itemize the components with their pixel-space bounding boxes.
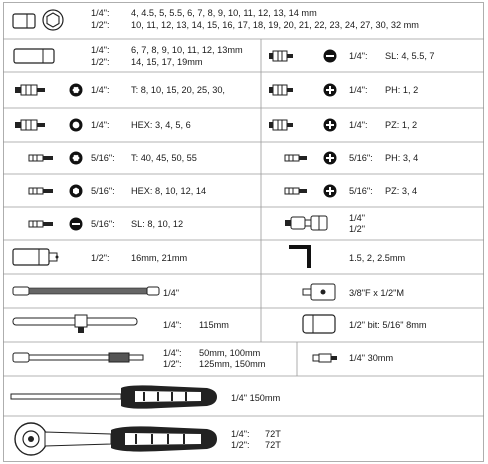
drive-label: 1/2": [91,20,110,30]
slotted-icon [323,49,337,63]
size-list: 72T [265,440,281,450]
drive-label: 1/4": [91,8,110,18]
torx-icon [69,151,83,165]
row5-right [349,153,418,164]
slotted-icon [69,217,83,231]
bit-socket-icon [269,82,309,98]
row2-line2 [91,57,203,68]
drive-label: 1/4": [91,45,110,55]
bit-icon [285,151,321,165]
deep-socket-icon [13,46,57,66]
bit-socket-icon [269,117,309,133]
bit-adapter-icon [313,352,343,364]
universal-joint-icon [285,212,333,234]
drive-label: 1/4": [91,85,110,95]
row11-line2 [163,359,265,370]
bit-holder-socket-icon [301,313,341,335]
size-list: PZ: 1, 2 [385,120,418,130]
row11-right [349,353,393,364]
size-list: PZ: 3, 4 [385,186,418,196]
drive-label: 1/4": [163,320,182,330]
drive-label: 1/4": [349,51,368,61]
pozidriv-icon [323,118,337,132]
row7-right-line1 [349,213,365,224]
drive-label: 5/16": [349,186,373,196]
drive-label: 5/16": [349,153,373,163]
size-list: T: 40, 45, 50, 55 [131,153,197,163]
row6-right [349,186,417,197]
row7-right-line2 [349,224,365,235]
socket-side-icon [11,10,37,32]
toolset-spec-sheet [3,2,484,462]
size-list: 1/4" [163,288,180,298]
size-list: 1/2" bit: 5/16" 8mm [349,320,427,330]
size-list: 115mm [199,320,229,330]
drive-label: 5/16": [91,219,115,229]
size-list: 3/8"F x 1/2"M [349,288,405,298]
size-list: HEX: 3, 4, 5, 6 [131,120,191,130]
size-list: 1.5, 2, 2.5mm [349,253,406,263]
row4-left [91,120,191,131]
bit-socket-icon [269,48,309,64]
drive-label: 1/4": [91,120,110,130]
t-bar-icon [13,314,143,336]
ratchet-icon [11,420,221,458]
size-list: 50mm, 100mm [199,348,261,358]
row3-left [91,85,225,96]
flexible-extension-icon [13,284,163,298]
size-list: SL: 8, 10, 12 [131,219,184,229]
row4-right [349,120,417,131]
drive-label: 1/4": [349,120,368,130]
size-list: HEX: 8, 10, 12, 14 [131,186,207,196]
drive-label: 1/2": [91,57,110,67]
screwdriver-handle-icon [11,382,221,412]
row11-line1 [163,348,260,359]
row1-line2 [91,20,419,31]
torx-icon [69,83,83,97]
size-list: PH: 1, 2 [385,85,419,95]
size-list: 72T [265,429,281,439]
hex-key-icon [287,244,317,270]
drive-label: 1/2": [163,359,182,369]
drive-label: 1/2" [349,224,366,234]
bit-socket-icon [15,117,55,133]
drive-label: 1/4" [349,213,366,223]
drive-label: 1/4": [163,348,182,358]
row8-left [91,253,187,264]
row9-left [163,288,179,299]
size-list: 14, 15, 17, 19mm [131,57,203,67]
size-list: SL: 4, 5.5, 7 [385,51,435,61]
bit-icon [29,217,65,231]
bit-icon [29,184,65,198]
row13-line2 [231,440,281,451]
bit-socket-icon [15,82,55,98]
row13-line1 [231,429,281,440]
drive-label: 1/4": [231,429,250,439]
row10-left [163,320,229,331]
drive-label: 1/2": [231,440,250,450]
size-list: 6, 7, 8, 9, 10, 11, 12, 13mm [131,45,243,55]
row10-right [349,320,427,331]
row2-right [349,51,435,62]
size-list: 16mm, 21mm [131,253,188,263]
size-list: 125mm, 150mm [199,359,266,369]
adapter-icon [303,283,343,301]
phillips-icon [323,151,337,165]
spark-plug-socket-icon [13,245,73,269]
row5-left [91,153,197,164]
phillips-icon [323,83,337,97]
pozidriv-icon [323,184,337,198]
size-list: T: 8, 10, 15, 20, 25, 30, [131,85,225,95]
row1-line1 [91,8,317,19]
size-list: 10, 11, 12, 13, 14, 15, 16, 17, 18, 19, 20, 21, 22, 23, 24, 27, 30, 32 mm [131,20,419,30]
drive-label: 1/4": [349,85,368,95]
size-list: PH: 3, 4 [385,153,419,163]
row7-left [91,219,183,230]
hex-icon [69,184,83,198]
extension-bar-icon [13,350,153,366]
drive-label: 1/2": [91,253,110,263]
row3-right [349,85,418,96]
size-list: 4, 4.5, 5, 5.5, 6, 7, 8, 9, 10, 11, 12, 13, 14 mm [131,8,317,18]
row8-right [349,253,405,264]
bit-icon [29,151,65,165]
row6-left [91,186,206,197]
row2-line1 [91,45,243,56]
hex-icon [69,118,83,132]
drive-label: 5/16": [91,186,115,196]
row9-right [349,288,404,299]
row12-label [231,393,280,404]
size-list: 1/4" 30mm [349,353,394,363]
socket-end-icon [41,8,65,32]
drive-label: 5/16": [91,153,115,163]
bit-icon [285,184,321,198]
size-list: 1/4" 150mm [231,393,281,403]
